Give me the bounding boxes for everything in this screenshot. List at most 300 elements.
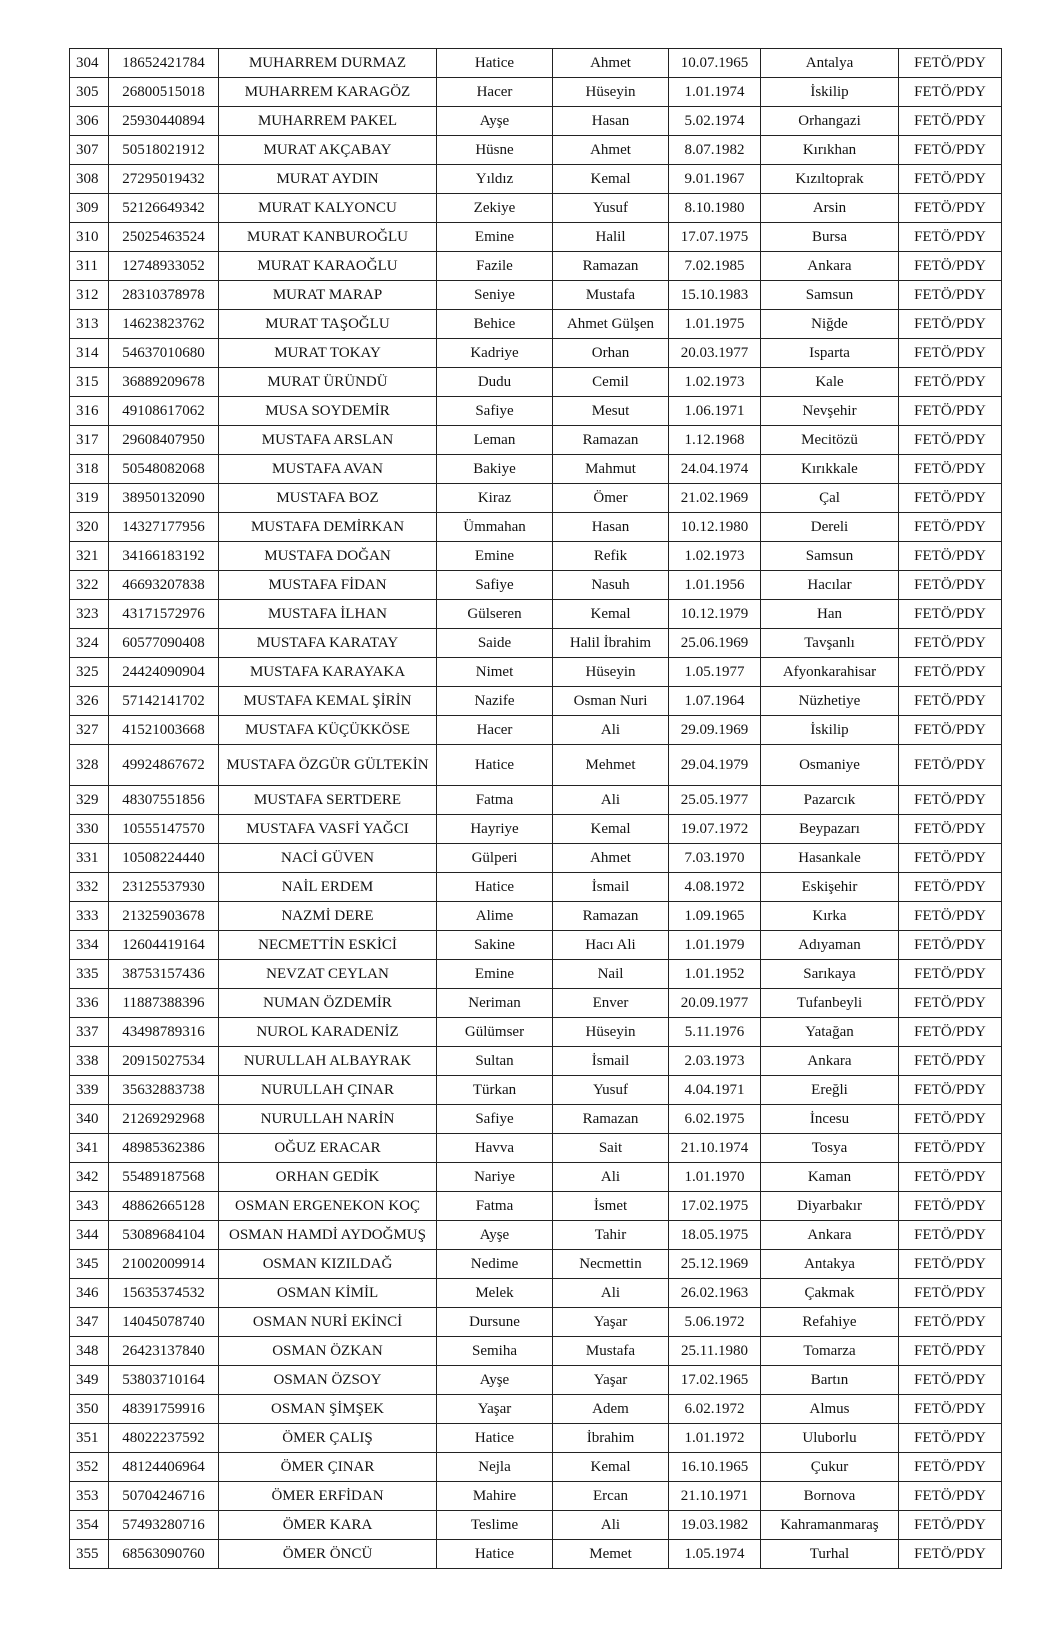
full-name-cell: MURAT AKÇABAY: [219, 136, 437, 165]
mother-name-cell: Sultan: [437, 1047, 553, 1076]
row-number-cell: 338: [70, 1047, 109, 1076]
birth-place-cell: Kızıltoprak: [761, 165, 899, 194]
mother-name-cell: Hacer: [437, 716, 553, 745]
full-name-cell: OSMAN NURİ EKİNCİ: [219, 1308, 437, 1337]
id-number-cell: 68563090760: [109, 1540, 219, 1569]
full-name-cell: MUSA SOYDEMİR: [219, 397, 437, 426]
row-number-cell: 326: [70, 687, 109, 716]
full-name-cell: MUSTAFA BOZ: [219, 484, 437, 513]
id-number-cell: 25025463524: [109, 223, 219, 252]
father-name-cell: İsmail: [553, 1047, 669, 1076]
organization-cell: FETÖ/PDY: [899, 1540, 1002, 1569]
full-name-cell: NACİ GÜVEN: [219, 844, 437, 873]
organization-cell: FETÖ/PDY: [899, 1366, 1002, 1395]
mother-name-cell: Leman: [437, 426, 553, 455]
mother-name-cell: Fazile: [437, 252, 553, 281]
id-number-cell: 46693207838: [109, 571, 219, 600]
row-number-cell: 353: [70, 1482, 109, 1511]
mother-name-cell: Saide: [437, 629, 553, 658]
full-name-cell: NURULLAH NARİN: [219, 1105, 437, 1134]
birth-place-cell: Nevşehir: [761, 397, 899, 426]
id-number-cell: 53803710164: [109, 1366, 219, 1395]
birth-place-cell: Ankara: [761, 252, 899, 281]
organization-cell: FETÖ/PDY: [899, 1163, 1002, 1192]
father-name-cell: Nail: [553, 960, 669, 989]
father-name-cell: Yaşar: [553, 1308, 669, 1337]
full-name-cell: OSMAN ERGENEKON KOÇ: [219, 1192, 437, 1221]
mother-name-cell: Safiye: [437, 571, 553, 600]
organization-cell: FETÖ/PDY: [899, 194, 1002, 223]
row-number-cell: 316: [70, 397, 109, 426]
organization-cell: FETÖ/PDY: [899, 49, 1002, 78]
birth-place-cell: Tavşanlı: [761, 629, 899, 658]
birth-date-cell: 18.05.1975: [669, 1221, 761, 1250]
table-row: [70, 1076, 1002, 1105]
organization-cell: FETÖ/PDY: [899, 397, 1002, 426]
birth-place-cell: Samsun: [761, 281, 899, 310]
father-name-cell: Hüseyin: [553, 658, 669, 687]
mother-name-cell: Hayriye: [437, 815, 553, 844]
mother-name-cell: Neriman: [437, 989, 553, 1018]
father-name-cell: Ali: [553, 1279, 669, 1308]
full-name-cell: MUSTAFA KARAYAKA: [219, 658, 437, 687]
id-number-cell: 20915027534: [109, 1047, 219, 1076]
birth-date-cell: 7.02.1985: [669, 252, 761, 281]
row-number-cell: 332: [70, 873, 109, 902]
mother-name-cell: Gülperi: [437, 844, 553, 873]
id-number-cell: 25930440894: [109, 107, 219, 136]
full-name-cell: ÖMER ÖNCÜ: [219, 1540, 437, 1569]
father-name-cell: Ahmet: [553, 844, 669, 873]
row-number-cell: 315: [70, 368, 109, 397]
birth-date-cell: 7.03.1970: [669, 844, 761, 873]
mother-name-cell: Teslime: [437, 1511, 553, 1540]
mother-name-cell: Nariye: [437, 1163, 553, 1192]
full-name-cell: OSMAN KIZILDAĞ: [219, 1250, 437, 1279]
full-name-cell: MURAT TOKAY: [219, 339, 437, 368]
table-row: [70, 513, 1002, 542]
id-number-cell: 28310378978: [109, 281, 219, 310]
mother-name-cell: Hatice: [437, 745, 553, 786]
id-number-cell: 34166183192: [109, 542, 219, 571]
id-number-cell: 29608407950: [109, 426, 219, 455]
mother-name-cell: Nimet: [437, 658, 553, 687]
id-number-cell: 21002009914: [109, 1250, 219, 1279]
table-row: [70, 571, 1002, 600]
mother-name-cell: Nejla: [437, 1453, 553, 1482]
mother-name-cell: Havva: [437, 1134, 553, 1163]
birth-date-cell: 1.06.1971: [669, 397, 761, 426]
full-name-cell: OSMAN ÖZKAN: [219, 1337, 437, 1366]
organization-cell: FETÖ/PDY: [899, 252, 1002, 281]
father-name-cell: Ali: [553, 716, 669, 745]
organization-cell: FETÖ/PDY: [899, 165, 1002, 194]
full-name-cell: NAZMİ DERE: [219, 902, 437, 931]
id-number-cell: 43498789316: [109, 1018, 219, 1047]
id-number-cell: 12604419164: [109, 931, 219, 960]
organization-cell: FETÖ/PDY: [899, 1018, 1002, 1047]
row-number-cell: 321: [70, 542, 109, 571]
id-number-cell: 55489187568: [109, 1163, 219, 1192]
id-number-cell: 48985362386: [109, 1134, 219, 1163]
row-number-cell: 345: [70, 1250, 109, 1279]
organization-cell: FETÖ/PDY: [899, 223, 1002, 252]
id-number-cell: 50704246716: [109, 1482, 219, 1511]
row-number-cell: 344: [70, 1221, 109, 1250]
table-row: [70, 658, 1002, 687]
row-number-cell: 346: [70, 1279, 109, 1308]
organization-cell: FETÖ/PDY: [899, 745, 1002, 786]
organization-cell: FETÖ/PDY: [899, 1192, 1002, 1221]
table-row: [70, 1134, 1002, 1163]
full-name-cell: NURULLAH ALBAYRAK: [219, 1047, 437, 1076]
organization-cell: FETÖ/PDY: [899, 786, 1002, 815]
table-row: [70, 49, 1002, 78]
birth-date-cell: 29.04.1979: [669, 745, 761, 786]
full-name-cell: MUSTAFA AVAN: [219, 455, 437, 484]
organization-cell: FETÖ/PDY: [899, 989, 1002, 1018]
birth-date-cell: 8.07.1982: [669, 136, 761, 165]
row-number-cell: 352: [70, 1453, 109, 1482]
organization-cell: FETÖ/PDY: [899, 1337, 1002, 1366]
mother-name-cell: Ümmahan: [437, 513, 553, 542]
birth-date-cell: 29.09.1969: [669, 716, 761, 745]
id-number-cell: 14327177956: [109, 513, 219, 542]
birth-place-cell: Antakya: [761, 1250, 899, 1279]
birth-place-cell: İskilip: [761, 716, 899, 745]
mother-name-cell: Semiha: [437, 1337, 553, 1366]
table-row: [70, 455, 1002, 484]
id-number-cell: 49924867672: [109, 745, 219, 786]
organization-cell: FETÖ/PDY: [899, 931, 1002, 960]
birth-date-cell: 17.07.1975: [669, 223, 761, 252]
organization-cell: FETÖ/PDY: [899, 629, 1002, 658]
birth-place-cell: Adıyaman: [761, 931, 899, 960]
mother-name-cell: Mahire: [437, 1482, 553, 1511]
mother-name-cell: Ayşe: [437, 1366, 553, 1395]
table-row: [70, 786, 1002, 815]
birth-place-cell: Uluborlu: [761, 1424, 899, 1453]
organization-cell: FETÖ/PDY: [899, 1076, 1002, 1105]
id-number-cell: 41521003668: [109, 716, 219, 745]
full-name-cell: MURAT TAŞOĞLU: [219, 310, 437, 339]
table-row: [70, 78, 1002, 107]
organization-cell: FETÖ/PDY: [899, 1134, 1002, 1163]
row-number-cell: 340: [70, 1105, 109, 1134]
father-name-cell: Halil: [553, 223, 669, 252]
birth-place-cell: Almus: [761, 1395, 899, 1424]
full-name-cell: MUHARREM KARAGÖZ: [219, 78, 437, 107]
father-name-cell: Ercan: [553, 1482, 669, 1511]
birth-date-cell: 1.01.1970: [669, 1163, 761, 1192]
full-name-cell: MUHARREM PAKEL: [219, 107, 437, 136]
row-number-cell: 313: [70, 310, 109, 339]
father-name-cell: Yusuf: [553, 1076, 669, 1105]
full-name-cell: MUSTAFA ÖZGÜR GÜLTEKİN: [219, 745, 437, 786]
row-number-cell: 351: [70, 1424, 109, 1453]
mother-name-cell: Hüsne: [437, 136, 553, 165]
birth-date-cell: 1.02.1973: [669, 368, 761, 397]
full-name-cell: ÖMER ÇINAR: [219, 1453, 437, 1482]
father-name-cell: Cemil: [553, 368, 669, 397]
father-name-cell: Mustafa: [553, 1337, 669, 1366]
birth-date-cell: 19.07.1972: [669, 815, 761, 844]
id-number-cell: 52126649342: [109, 194, 219, 223]
mother-name-cell: Kiraz: [437, 484, 553, 513]
birth-place-cell: Çukur: [761, 1453, 899, 1482]
father-name-cell: Ahmet: [553, 49, 669, 78]
birth-date-cell: 16.10.1965: [669, 1453, 761, 1482]
birth-date-cell: 1.07.1964: [669, 687, 761, 716]
birth-date-cell: 4.08.1972: [669, 873, 761, 902]
full-name-cell: MUSTAFA DOĞAN: [219, 542, 437, 571]
id-number-cell: 53089684104: [109, 1221, 219, 1250]
mother-name-cell: Dudu: [437, 368, 553, 397]
row-number-cell: 306: [70, 107, 109, 136]
father-name-cell: Ramazan: [553, 252, 669, 281]
birth-date-cell: 2.03.1973: [669, 1047, 761, 1076]
row-number-cell: 312: [70, 281, 109, 310]
row-number-cell: 311: [70, 252, 109, 281]
birth-place-cell: Arsin: [761, 194, 899, 223]
table-row: [70, 136, 1002, 165]
birth-place-cell: Bartın: [761, 1366, 899, 1395]
organization-cell: FETÖ/PDY: [899, 873, 1002, 902]
row-number-cell: 335: [70, 960, 109, 989]
father-name-cell: Orhan: [553, 339, 669, 368]
mother-name-cell: Behice: [437, 310, 553, 339]
father-name-cell: Ramazan: [553, 1105, 669, 1134]
personnel-table: [69, 48, 1002, 1569]
mother-name-cell: Ayşe: [437, 1221, 553, 1250]
father-name-cell: Necmettin: [553, 1250, 669, 1279]
birth-place-cell: Refahiye: [761, 1308, 899, 1337]
organization-cell: FETÖ/PDY: [899, 310, 1002, 339]
father-name-cell: Ali: [553, 1163, 669, 1192]
father-name-cell: Ahmet: [553, 136, 669, 165]
full-name-cell: MURAT KANBUROĞLU: [219, 223, 437, 252]
full-name-cell: NECMETTİN ESKİCİ: [219, 931, 437, 960]
father-name-cell: Kemal: [553, 600, 669, 629]
father-name-cell: Tahir: [553, 1221, 669, 1250]
father-name-cell: İsmet: [553, 1192, 669, 1221]
father-name-cell: Ramazan: [553, 902, 669, 931]
mother-name-cell: Yaşar: [437, 1395, 553, 1424]
birth-date-cell: 10.12.1980: [669, 513, 761, 542]
table-row: [70, 484, 1002, 513]
organization-cell: FETÖ/PDY: [899, 1482, 1002, 1511]
table-row: [70, 600, 1002, 629]
birth-date-cell: 21.02.1969: [669, 484, 761, 513]
full-name-cell: MURAT KALYONCU: [219, 194, 437, 223]
mother-name-cell: Türkan: [437, 1076, 553, 1105]
full-name-cell: MUSTAFA FİDAN: [219, 571, 437, 600]
id-number-cell: 26800515018: [109, 78, 219, 107]
father-name-cell: Ali: [553, 1511, 669, 1540]
birth-place-cell: Afyonkarahisar: [761, 658, 899, 687]
birth-place-cell: Kırıkkale: [761, 455, 899, 484]
birth-place-cell: Isparta: [761, 339, 899, 368]
row-number-cell: 307: [70, 136, 109, 165]
full-name-cell: NAİL ERDEM: [219, 873, 437, 902]
organization-cell: FETÖ/PDY: [899, 339, 1002, 368]
table-row: [70, 716, 1002, 745]
row-number-cell: 329: [70, 786, 109, 815]
birth-place-cell: Ereğli: [761, 1076, 899, 1105]
birth-date-cell: 20.09.1977: [669, 989, 761, 1018]
birth-date-cell: 6.02.1975: [669, 1105, 761, 1134]
birth-date-cell: 1.05.1974: [669, 1540, 761, 1569]
father-name-cell: Hüseyin: [553, 78, 669, 107]
mother-name-cell: Hacer: [437, 78, 553, 107]
birth-place-cell: Samsun: [761, 542, 899, 571]
birth-place-cell: Turhal: [761, 1540, 899, 1569]
id-number-cell: 36889209678: [109, 368, 219, 397]
row-number-cell: 319: [70, 484, 109, 513]
table-row: [70, 1192, 1002, 1221]
table-row: [70, 745, 1002, 786]
table-row: [70, 1308, 1002, 1337]
full-name-cell: MUSTAFA SERTDERE: [219, 786, 437, 815]
mother-name-cell: Fatma: [437, 1192, 553, 1221]
mother-name-cell: Safiye: [437, 397, 553, 426]
row-number-cell: 327: [70, 716, 109, 745]
table-row: [70, 107, 1002, 136]
organization-cell: FETÖ/PDY: [899, 1279, 1002, 1308]
table-row: [70, 989, 1002, 1018]
row-number-cell: 347: [70, 1308, 109, 1337]
birth-date-cell: 1.01.1972: [669, 1424, 761, 1453]
organization-cell: FETÖ/PDY: [899, 960, 1002, 989]
id-number-cell: 23125537930: [109, 873, 219, 902]
organization-cell: FETÖ/PDY: [899, 513, 1002, 542]
birth-date-cell: 10.07.1965: [669, 49, 761, 78]
birth-date-cell: 24.04.1974: [669, 455, 761, 484]
row-number-cell: 355: [70, 1540, 109, 1569]
birth-place-cell: Ankara: [761, 1221, 899, 1250]
father-name-cell: Kemal: [553, 815, 669, 844]
father-name-cell: Mustafa: [553, 281, 669, 310]
birth-place-cell: Yatağan: [761, 1018, 899, 1047]
table-row: [70, 339, 1002, 368]
row-number-cell: 322: [70, 571, 109, 600]
full-name-cell: MUSTAFA KÜÇÜKKÖSE: [219, 716, 437, 745]
id-number-cell: 11887388396: [109, 989, 219, 1018]
father-name-cell: Mesut: [553, 397, 669, 426]
father-name-cell: Ahmet Gülşen: [553, 310, 669, 339]
mother-name-cell: Bakiye: [437, 455, 553, 484]
table-row: [70, 194, 1002, 223]
table-row: [70, 1453, 1002, 1482]
mother-name-cell: Fatma: [437, 786, 553, 815]
row-number-cell: 317: [70, 426, 109, 455]
row-number-cell: 339: [70, 1076, 109, 1105]
id-number-cell: 21269292968: [109, 1105, 219, 1134]
birth-place-cell: Çakmak: [761, 1279, 899, 1308]
organization-cell: FETÖ/PDY: [899, 426, 1002, 455]
row-number-cell: 343: [70, 1192, 109, 1221]
organization-cell: FETÖ/PDY: [899, 78, 1002, 107]
id-number-cell: 50518021912: [109, 136, 219, 165]
organization-cell: FETÖ/PDY: [899, 844, 1002, 873]
birth-date-cell: 20.03.1977: [669, 339, 761, 368]
birth-place-cell: Tosya: [761, 1134, 899, 1163]
birth-place-cell: Antalya: [761, 49, 899, 78]
row-number-cell: 330: [70, 815, 109, 844]
birth-place-cell: İskilip: [761, 78, 899, 107]
id-number-cell: 38753157436: [109, 960, 219, 989]
table-row: [70, 1279, 1002, 1308]
table-row: [70, 960, 1002, 989]
organization-cell: FETÖ/PDY: [899, 1308, 1002, 1337]
mother-name-cell: Yıldız: [437, 165, 553, 194]
table-row: [70, 542, 1002, 571]
row-number-cell: 350: [70, 1395, 109, 1424]
row-number-cell: 341: [70, 1134, 109, 1163]
table-row: [70, 844, 1002, 873]
mother-name-cell: Hatice: [437, 873, 553, 902]
birth-date-cell: 8.10.1980: [669, 194, 761, 223]
organization-cell: FETÖ/PDY: [899, 136, 1002, 165]
table-row: [70, 1047, 1002, 1076]
full-name-cell: NURULLAH ÇINAR: [219, 1076, 437, 1105]
id-number-cell: 57142141702: [109, 687, 219, 716]
row-number-cell: 331: [70, 844, 109, 873]
birth-place-cell: Niğde: [761, 310, 899, 339]
birth-place-cell: Diyarbakır: [761, 1192, 899, 1221]
table-row: [70, 1221, 1002, 1250]
birth-date-cell: 1.01.1975: [669, 310, 761, 339]
organization-cell: FETÖ/PDY: [899, 687, 1002, 716]
id-number-cell: 24424090904: [109, 658, 219, 687]
row-number-cell: 314: [70, 339, 109, 368]
table-row: [70, 1424, 1002, 1453]
table-row: [70, 1540, 1002, 1569]
organization-cell: FETÖ/PDY: [899, 281, 1002, 310]
table-body: [70, 49, 1002, 1569]
table-row: [70, 1250, 1002, 1279]
full-name-cell: MURAT KARAOĞLU: [219, 252, 437, 281]
full-name-cell: MUSTAFA ARSLAN: [219, 426, 437, 455]
full-name-cell: NUMAN ÖZDEMİR: [219, 989, 437, 1018]
table-row: [70, 815, 1002, 844]
birth-date-cell: 1.01.1974: [669, 78, 761, 107]
full-name-cell: OSMAN ÖZSOY: [219, 1366, 437, 1395]
mother-name-cell: Gülseren: [437, 600, 553, 629]
full-name-cell: NUROL KARADENİZ: [219, 1018, 437, 1047]
table-row: [70, 902, 1002, 931]
birth-date-cell: 5.06.1972: [669, 1308, 761, 1337]
mother-name-cell: Ayşe: [437, 107, 553, 136]
full-name-cell: MURAT ÜRÜNDÜ: [219, 368, 437, 397]
table-row: [70, 1337, 1002, 1366]
full-name-cell: ORHAN GEDİK: [219, 1163, 437, 1192]
row-number-cell: 328: [70, 745, 109, 786]
birth-date-cell: 1.01.1979: [669, 931, 761, 960]
birth-place-cell: Bursa: [761, 223, 899, 252]
father-name-cell: Yaşar: [553, 1366, 669, 1395]
table-row: [70, 931, 1002, 960]
table-row: [70, 426, 1002, 455]
father-name-cell: Adem: [553, 1395, 669, 1424]
birth-date-cell: 25.11.1980: [669, 1337, 761, 1366]
row-number-cell: 325: [70, 658, 109, 687]
birth-place-cell: Osmaniye: [761, 745, 899, 786]
full-name-cell: MUSTAFA İLHAN: [219, 600, 437, 629]
birth-date-cell: 1.01.1956: [669, 571, 761, 600]
full-name-cell: OSMAN KİMİL: [219, 1279, 437, 1308]
father-name-cell: Enver: [553, 989, 669, 1018]
